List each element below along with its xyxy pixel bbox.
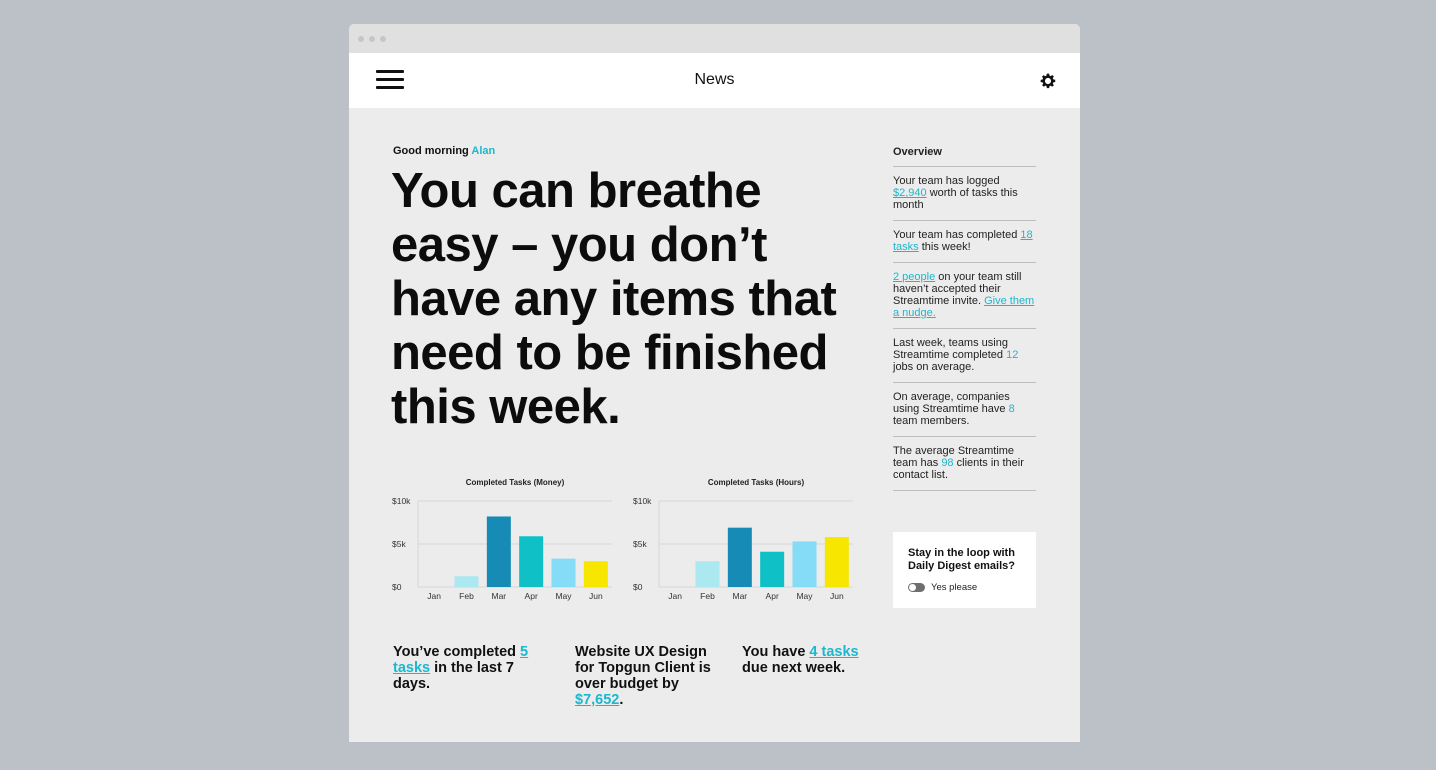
overview-number: 8 [1008,403,1015,415]
bar-jun [825,537,849,587]
overview-text: Last week, teams using Streamtime completed [893,337,1008,361]
digest-toggle[interactable] [908,583,925,592]
greeting [393,145,495,157]
bar-feb [696,561,720,587]
stat-text: due next week. [742,660,846,676]
chart-hours [633,475,863,605]
logged-amount-link[interactable]: $2,940 [893,187,927,199]
overview-text: clients in their contact list. [893,457,1024,481]
x-tick-label: Mar [491,591,507,601]
user-name: Alan [471,145,496,157]
page-title: News [694,71,735,88]
overview-text: Your team has completed [893,229,1021,241]
overview-title: Overview [893,146,1036,167]
x-tick-label: Mar [732,591,748,601]
overview-item [893,437,1036,491]
bar-apr [760,552,784,587]
digest-toggle-row [908,582,977,593]
overview-text: this week! [918,241,971,253]
stat-completed [393,644,543,692]
y-tick-label: $0 [633,582,643,592]
stat-budget [575,644,721,708]
x-tick-label: Apr [524,591,538,601]
overview-number: 12 [1006,349,1019,361]
y-tick-label: $0 [392,582,402,592]
x-tick-label: May [796,591,813,601]
x-tick-label: Jun [588,591,603,601]
overview-number: 98 [941,457,954,469]
chart-money [392,475,622,605]
budget-link[interactable]: $7,652 [575,692,620,708]
overview-item [893,263,1036,329]
overview-text: jobs on average. [893,361,975,373]
stat-text: in the last 7 days. [393,660,514,692]
bar-jun [584,561,608,587]
greeting-text: Good morning [393,145,469,157]
overview-panel [893,146,1036,491]
stat-text: You have [742,644,810,660]
x-tick-label: Jan [668,591,683,601]
gear-icon[interactable] [1040,73,1056,89]
bar-feb [455,576,479,587]
overview-item [893,329,1036,383]
overview-text: team members. [893,415,970,427]
y-tick-label: $10k [633,496,652,506]
toggle-knob [909,584,916,591]
window-titlebar [349,24,1080,53]
overview-item [893,221,1036,263]
overview-text: The average Streamtime team has [893,445,1015,469]
x-tick-label: Apr [765,591,779,601]
headline: You can breathe easy – you don’t have any items that need to be finished this week. [391,164,837,434]
bar-may [552,559,576,587]
overview-text: On average, companies using Streamtime have [893,391,1010,415]
y-tick-label: $5k [392,539,406,549]
tasks-link[interactable]: 5 tasks [393,644,529,676]
x-tick-label: Jun [829,591,844,601]
digest-question: Stay in the loop with Daily Digest emails? [908,547,1015,572]
x-tick-label: Feb [700,591,715,601]
people-link[interactable]: 2 people [893,271,936,283]
chart-title: Completed Tasks (Money) [465,478,565,487]
overview-text: Your team has logged [893,175,1000,187]
x-tick-label: Jan [427,591,442,601]
window-dot[interactable] [358,36,364,42]
bar-may [793,541,817,587]
stat-text: Website UX Design for Topgun Client is over budget by [575,644,711,692]
x-tick-label: Feb [459,591,474,601]
overview-text: on your team still haven’t accepted their Streamtime invite. [893,271,1022,307]
digest-card [893,532,1036,608]
y-tick-label: $10k [392,496,411,506]
y-tick-label: $5k [633,539,647,549]
overview-item [893,167,1036,221]
nudge-link[interactable]: Give them a nudge. [893,295,1035,319]
chart-title: Completed Tasks (Hours) [707,478,805,487]
bar-mar [728,528,752,587]
stat-text: . [619,692,624,708]
bar-apr [519,536,543,587]
overview-item [893,383,1036,437]
window-dot[interactable] [380,36,386,42]
toggle-label: Yes please [931,582,978,593]
x-tick-label: May [555,591,572,601]
due-tasks-link[interactable]: 4 tasks [809,644,859,660]
app-header [349,53,1080,108]
browser-window [349,24,1080,742]
bar-mar [487,516,511,587]
window-dot[interactable] [369,36,375,42]
overview-text: worth of tasks this month [893,187,1018,211]
stat-text: You’ve completed [393,644,521,660]
completed-tasks-link[interactable]: 18 tasks [893,229,1033,253]
stat-due [742,644,872,676]
